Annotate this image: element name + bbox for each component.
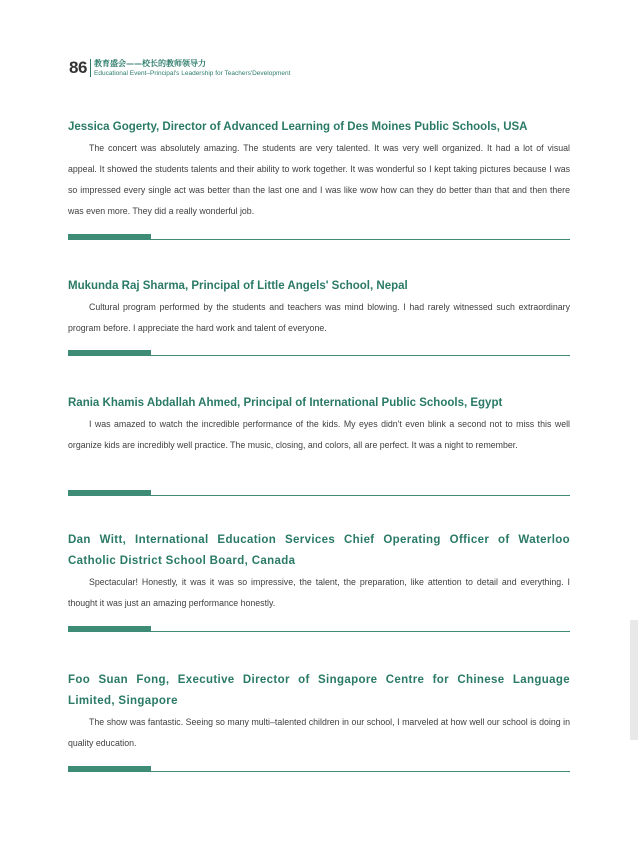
section-divider	[68, 766, 570, 772]
testimonial-author: Jessica Gogerty, Director of Advanced Learning of Des Moines Public Schools, USA	[68, 121, 528, 133]
testimonial-text: Cultural program performed by the students and teachers was mind blowing. I had rarely witnessed such extraordinary program before. I appreciate the hard work and talent of everyone.	[68, 302, 570, 333]
testimonial-author: Mukunda Raj Sharma, Principal of Little Angels' School, Nepal	[68, 280, 408, 292]
testimonial-author: Rania Khamis Abdallah Ahmed, Principal of International Public Schools, Egypt	[68, 397, 503, 409]
testimonial-entry	[68, 276, 570, 339]
testimonial-author: Dan Witt, International Education Services Chief Operating Officer of Waterloo Catholic District School Board, Canada	[68, 534, 570, 567]
testimonial-author: Foo Suan Fong, Executive Director of Singapore Centre for Chinese Language Limited, Singapore	[68, 674, 570, 707]
header-title-cn: 教育盛会——校长的教师领导力	[94, 59, 206, 68]
testimonial-entry	[68, 670, 570, 754]
header-divider	[90, 59, 91, 77]
section-divider	[68, 626, 570, 632]
testimonial-entry	[68, 393, 570, 456]
testimonial-entry	[68, 117, 570, 222]
page-edge-tab	[630, 620, 638, 740]
testimonial-text: The concert was absolutely amazing. The students are very talented. It was very well organized. It had a lot of visual appeal. It showed the students talents and their ability to work together. It was wonderful so I kept taking pictures because I was so impressed every single act was better than the last one and I was like wow how can they do better than that and then there was even more. They did a really wonderful job.	[68, 143, 570, 216]
testimonial-text: The show was fantastic. Seeing so many multi–talented children in our school, I marveled at how well our school is doing in quality education.	[68, 717, 570, 748]
page-number: 86	[69, 58, 87, 77]
section-divider	[68, 490, 570, 496]
testimonial-text: I was amazed to watch the incredible performance of the kids. My eyes didn't even blink a second not to miss this well organize kids are incredibly well practice. The music, closing, and colors, all are perfect. It was a night to remember.	[68, 419, 570, 450]
testimonial-text: Spectacular! Honestly, it was it was so impressive, the talent, the preparation, like attention to detail and everything. I thought it was just an amazing performance honestly.	[68, 577, 570, 608]
testimonial-entry	[68, 530, 570, 614]
section-divider	[68, 350, 570, 356]
section-divider	[68, 234, 570, 240]
header-title-en: Educational Event–Principal's Leadership for Teachers'Development	[94, 70, 291, 77]
